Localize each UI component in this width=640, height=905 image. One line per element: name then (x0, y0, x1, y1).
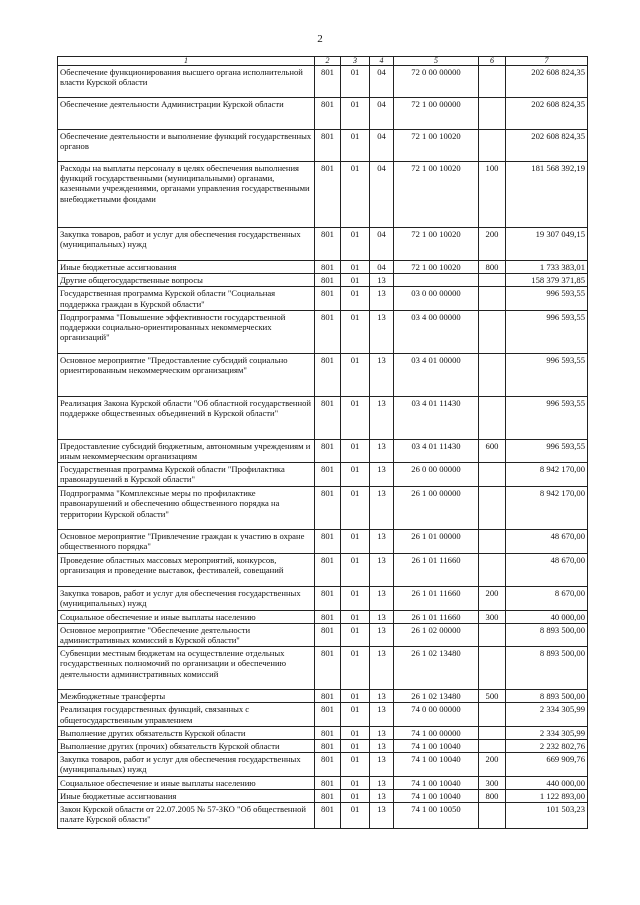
cell-expense-type (479, 310, 506, 353)
table-row (58, 530, 588, 554)
cell-code: 801 (315, 623, 341, 646)
table-row (58, 261, 588, 274)
cell-target-article: 26 1 02 13480 (394, 647, 479, 690)
cell-subsection: 13 (370, 310, 394, 353)
cell-code: 801 (315, 463, 341, 487)
cell-section: 01 (341, 396, 370, 439)
cell-code: 801 (315, 310, 341, 353)
cell-code: 801 (315, 439, 341, 462)
cell-expense-type: 200 (479, 587, 506, 610)
cell-expense-type: 300 (479, 610, 506, 623)
row-name: Субвенции местным бюджетам на осуществление отдельных государственных полномочий по организации и обеспечению деятельности административных комиссий (58, 647, 315, 690)
cell-subsection: 04 (370, 228, 394, 261)
cell-amount: 1 733 383,01 (506, 261, 588, 274)
table-row (58, 803, 588, 829)
cell-amount: 181 568 392,19 (506, 162, 588, 228)
cell-expense-type (479, 740, 506, 753)
cell-subsection: 13 (370, 463, 394, 487)
table-row (58, 726, 588, 739)
cell-target-article: 26 1 02 13480 (394, 690, 479, 703)
cell-code: 801 (315, 98, 341, 130)
cell-code: 801 (315, 530, 341, 554)
row-name: Социальное обеспечение и иные выплаты населению (58, 610, 315, 623)
row-name: Основное мероприятие "Привлечение граждан к участию в охране общественного порядка" (58, 530, 315, 554)
table-row (58, 487, 588, 530)
cell-expense-type (479, 274, 506, 287)
cell-target-article: 72 1 00 10020 (394, 228, 479, 261)
row-name: Реализация Закона Курской области "Об областной государственной поддержке общественных объединений в Курской области" (58, 396, 315, 439)
cell-code: 801 (315, 726, 341, 739)
cell-amount: 1 122 893,00 (506, 789, 588, 802)
table-row (58, 353, 588, 396)
cell-target-article: 72 0 00 00000 (394, 66, 479, 98)
cell-section: 01 (341, 753, 370, 776)
row-name: Закупка товаров, работ и услуг для обеспечения государственных (муниципальных) нужд (58, 587, 315, 610)
cell-amount: 669 909,76 (506, 753, 588, 776)
cell-amount: 2 334 305,99 (506, 726, 588, 739)
row-name: Предоставление субсидий бюджетным, автономным учреждениям и иным некоммерческим организациям (58, 439, 315, 462)
cell-subsection: 13 (370, 353, 394, 396)
cell-target-article (394, 274, 479, 287)
row-name: Обеспечение функционирования высшего органа исполнительной власти Курской области (58, 66, 315, 98)
cell-subsection: 13 (370, 610, 394, 623)
column-header: 4 (370, 57, 394, 66)
cell-subsection: 13 (370, 703, 394, 726)
column-header: 6 (479, 57, 506, 66)
row-name: Выполнение других (прочих) обязательств Курской области (58, 740, 315, 753)
cell-expense-type: 300 (479, 776, 506, 789)
cell-subsection: 13 (370, 396, 394, 439)
table-row (58, 610, 588, 623)
cell-code: 801 (315, 647, 341, 690)
cell-section: 01 (341, 554, 370, 587)
cell-section: 01 (341, 610, 370, 623)
cell-amount: 202 608 824,35 (506, 130, 588, 162)
cell-amount: 8 893 500,00 (506, 647, 588, 690)
cell-amount: 202 608 824,35 (506, 66, 588, 98)
cell-expense-type (479, 98, 506, 130)
cell-amount: 2 232 802,76 (506, 740, 588, 753)
cell-expense-type (479, 703, 506, 726)
cell-expense-type (479, 530, 506, 554)
cell-section: 01 (341, 803, 370, 829)
cell-expense-type (479, 396, 506, 439)
cell-target-article: 26 1 01 11660 (394, 610, 479, 623)
cell-section: 01 (341, 703, 370, 726)
cell-target-article: 74 0 00 00000 (394, 703, 479, 726)
cell-subsection: 13 (370, 487, 394, 530)
budget-table (57, 56, 588, 829)
cell-section: 01 (341, 130, 370, 162)
cell-section: 01 (341, 726, 370, 739)
table-row (58, 287, 588, 310)
cell-expense-type: 800 (479, 261, 506, 274)
cell-subsection: 13 (370, 753, 394, 776)
cell-amount: 48 670,00 (506, 554, 588, 587)
cell-amount: 996 593,55 (506, 439, 588, 462)
table-row (58, 310, 588, 353)
cell-section: 01 (341, 690, 370, 703)
cell-amount: 8 942 170,00 (506, 487, 588, 530)
cell-expense-type (479, 130, 506, 162)
cell-amount: 440 000,00 (506, 776, 588, 789)
cell-target-article: 72 1 00 10020 (394, 130, 479, 162)
row-name: Закон Курской области от 22.07.2005 № 57-ЗКО "Об общественной палате Курской области" (58, 803, 315, 829)
cell-subsection: 13 (370, 803, 394, 829)
cell-expense-type (479, 803, 506, 829)
table-row (58, 162, 588, 228)
cell-section: 01 (341, 647, 370, 690)
cell-section: 01 (341, 740, 370, 753)
row-name: Закупка товаров, работ и услуг для обеспечения государственных (муниципальных) нужд (58, 753, 315, 776)
column-header: 7 (506, 57, 588, 66)
table-row (58, 274, 588, 287)
row-name: Государственная программа Курской области "Профилактика правонарушений в Курской области" (58, 463, 315, 487)
table-row (58, 690, 588, 703)
cell-section: 01 (341, 463, 370, 487)
cell-section: 01 (341, 487, 370, 530)
cell-target-article: 74 1 00 10040 (394, 776, 479, 789)
cell-section: 01 (341, 789, 370, 802)
column-header: 1 (58, 57, 315, 66)
page-number: 2 (317, 33, 323, 45)
cell-subsection: 13 (370, 587, 394, 610)
cell-expense-type (479, 287, 506, 310)
cell-target-article: 03 0 00 00000 (394, 287, 479, 310)
cell-code: 801 (315, 261, 341, 274)
cell-expense-type: 800 (479, 789, 506, 802)
cell-target-article: 26 1 01 11660 (394, 554, 479, 587)
cell-amount: 996 593,55 (506, 310, 588, 353)
cell-amount: 101 503,23 (506, 803, 588, 829)
row-name: Выполнение других обязательств Курской области (58, 726, 315, 739)
cell-expense-type: 200 (479, 228, 506, 261)
row-name: Проведение областных массовых мероприятий, конкурсов, организация и проведение выставок, фестивалей, совещаний (58, 554, 315, 587)
table-row (58, 623, 588, 646)
cell-expense-type (479, 554, 506, 587)
cell-code: 801 (315, 274, 341, 287)
cell-subsection: 13 (370, 789, 394, 802)
cell-code: 801 (315, 703, 341, 726)
table-body (58, 66, 588, 829)
table-row (58, 98, 588, 130)
cell-target-article: 72 1 00 00000 (394, 98, 479, 130)
row-name: Подпрограмма "Повышение эффективности государственной поддержки социально-ориентированных некоммерческих организаций" (58, 310, 315, 353)
cell-code: 801 (315, 587, 341, 610)
cell-section: 01 (341, 353, 370, 396)
cell-amount: 8 893 500,00 (506, 623, 588, 646)
cell-subsection: 04 (370, 162, 394, 228)
cell-subsection: 04 (370, 130, 394, 162)
table-row (58, 776, 588, 789)
cell-code: 801 (315, 610, 341, 623)
cell-amount: 996 593,55 (506, 353, 588, 396)
table-row (58, 587, 588, 610)
cell-section: 01 (341, 261, 370, 274)
cell-target-article: 74 1 00 10040 (394, 753, 479, 776)
cell-target-article: 26 1 01 11660 (394, 587, 479, 610)
cell-code: 801 (315, 740, 341, 753)
cell-target-article: 72 1 00 10020 (394, 162, 479, 228)
cell-section: 01 (341, 66, 370, 98)
cell-expense-type (479, 487, 506, 530)
table-row (58, 554, 588, 587)
cell-expense-type (479, 66, 506, 98)
cell-section: 01 (341, 623, 370, 646)
row-name: Обеспечение деятельности Администрации Курской области (58, 98, 315, 130)
cell-code: 801 (315, 776, 341, 789)
cell-subsection: 13 (370, 647, 394, 690)
table-row (58, 647, 588, 690)
cell-subsection: 13 (370, 287, 394, 310)
cell-expense-type (479, 353, 506, 396)
table-row (58, 130, 588, 162)
cell-code: 801 (315, 353, 341, 396)
row-name: Иные бюджетные ассигнования (58, 789, 315, 802)
column-header: 5 (394, 57, 479, 66)
cell-section: 01 (341, 530, 370, 554)
cell-target-article: 26 0 00 00000 (394, 463, 479, 487)
cell-section: 01 (341, 310, 370, 353)
cell-code: 801 (315, 803, 341, 829)
cell-section: 01 (341, 776, 370, 789)
cell-subsection: 13 (370, 776, 394, 789)
table-row (58, 228, 588, 261)
row-name: Основное мероприятие "Обеспечение деятельности административных комиссий в Курской области" (58, 623, 315, 646)
cell-subsection: 13 (370, 274, 394, 287)
cell-subsection: 13 (370, 530, 394, 554)
cell-target-article: 03 4 01 00000 (394, 353, 479, 396)
cell-target-article: 03 4 01 11430 (394, 396, 479, 439)
cell-section: 01 (341, 98, 370, 130)
cell-expense-type (479, 623, 506, 646)
cell-code: 801 (315, 789, 341, 802)
column-number-row (58, 57, 588, 66)
row-name: Расходы на выплаты персоналу в целях обеспечения выполнения функций государственными (муниципальными) органами, казенными учреждениями, органами управления государственными внебюджетными фондами (58, 162, 315, 228)
cell-section: 01 (341, 162, 370, 228)
cell-subsection: 13 (370, 740, 394, 753)
table-row (58, 753, 588, 776)
cell-code: 801 (315, 228, 341, 261)
table-row (58, 396, 588, 439)
cell-amount: 202 608 824,35 (506, 98, 588, 130)
cell-code: 801 (315, 287, 341, 310)
cell-subsection: 04 (370, 261, 394, 274)
column-header: 2 (315, 57, 341, 66)
cell-expense-type: 500 (479, 690, 506, 703)
cell-code: 801 (315, 690, 341, 703)
row-name: Государственная программа Курской области "Социальная поддержка граждан в Курской области" (58, 287, 315, 310)
cell-subsection: 04 (370, 66, 394, 98)
cell-target-article: 74 1 00 10040 (394, 740, 479, 753)
table-row (58, 740, 588, 753)
cell-target-article: 74 1 00 00000 (394, 726, 479, 739)
cell-code: 801 (315, 162, 341, 228)
cell-target-article: 26 1 01 00000 (394, 530, 479, 554)
cell-subsection: 13 (370, 690, 394, 703)
cell-amount: 158 379 371,85 (506, 274, 588, 287)
row-name: Иные бюджетные ассигнования (58, 261, 315, 274)
cell-expense-type: 100 (479, 162, 506, 228)
cell-code: 801 (315, 396, 341, 439)
cell-amount: 40 000,00 (506, 610, 588, 623)
cell-code: 801 (315, 554, 341, 587)
column-header: 3 (341, 57, 370, 66)
cell-code: 801 (315, 753, 341, 776)
table-row (58, 789, 588, 802)
table-row (58, 439, 588, 462)
cell-target-article: 74 1 00 10040 (394, 789, 479, 802)
cell-target-article: 72 1 00 10020 (394, 261, 479, 274)
cell-subsection: 13 (370, 726, 394, 739)
row-name: Подпрограмма "Комплексные меры по профилактике правонарушений и обеспечению общественного порядка на территории Курской области" (58, 487, 315, 530)
cell-amount: 996 593,55 (506, 287, 588, 310)
cell-amount: 996 593,55 (506, 396, 588, 439)
cell-section: 01 (341, 439, 370, 462)
cell-section: 01 (341, 228, 370, 261)
cell-subsection: 13 (370, 439, 394, 462)
cell-section: 01 (341, 287, 370, 310)
cell-amount: 8 893 500,00 (506, 690, 588, 703)
row-name: Основное мероприятие "Предоставление субсидий социально ориентированным некоммерческим организациям" (58, 353, 315, 396)
cell-expense-type: 200 (479, 753, 506, 776)
cell-code: 801 (315, 130, 341, 162)
cell-amount: 8 942 170,00 (506, 463, 588, 487)
cell-expense-type (479, 647, 506, 690)
cell-expense-type: 600 (479, 439, 506, 462)
cell-target-article: 74 1 00 10050 (394, 803, 479, 829)
cell-subsection: 13 (370, 623, 394, 646)
row-name: Обеспечение деятельности и выполнение функций государственных органов (58, 130, 315, 162)
cell-expense-type (479, 463, 506, 487)
cell-code: 801 (315, 66, 341, 98)
cell-section: 01 (341, 274, 370, 287)
table-row (58, 703, 588, 726)
cell-amount: 19 307 049,15 (506, 228, 588, 261)
cell-subsection: 04 (370, 98, 394, 130)
cell-amount: 48 670,00 (506, 530, 588, 554)
cell-section: 01 (341, 587, 370, 610)
cell-expense-type (479, 726, 506, 739)
cell-subsection: 13 (370, 554, 394, 587)
cell-amount: 8 670,00 (506, 587, 588, 610)
row-name: Социальное обеспечение и иные выплаты населению (58, 776, 315, 789)
cell-target-article: 03 4 00 00000 (394, 310, 479, 353)
row-name: Реализация государственных функций, связанных с общегосударственным управлением (58, 703, 315, 726)
cell-target-article: 03 4 01 11430 (394, 439, 479, 462)
row-name: Другие общегосударственные вопросы (58, 274, 315, 287)
table-row (58, 66, 588, 98)
cell-code: 801 (315, 487, 341, 530)
row-name: Межбюджетные трансферты (58, 690, 315, 703)
cell-target-article: 26 1 02 00000 (394, 623, 479, 646)
table-row (58, 463, 588, 487)
row-name: Закупка товаров, работ и услуг для обеспечения государственных (муниципальных) нужд (58, 228, 315, 261)
cell-amount: 2 334 305,99 (506, 703, 588, 726)
cell-target-article: 26 1 00 00000 (394, 487, 479, 530)
